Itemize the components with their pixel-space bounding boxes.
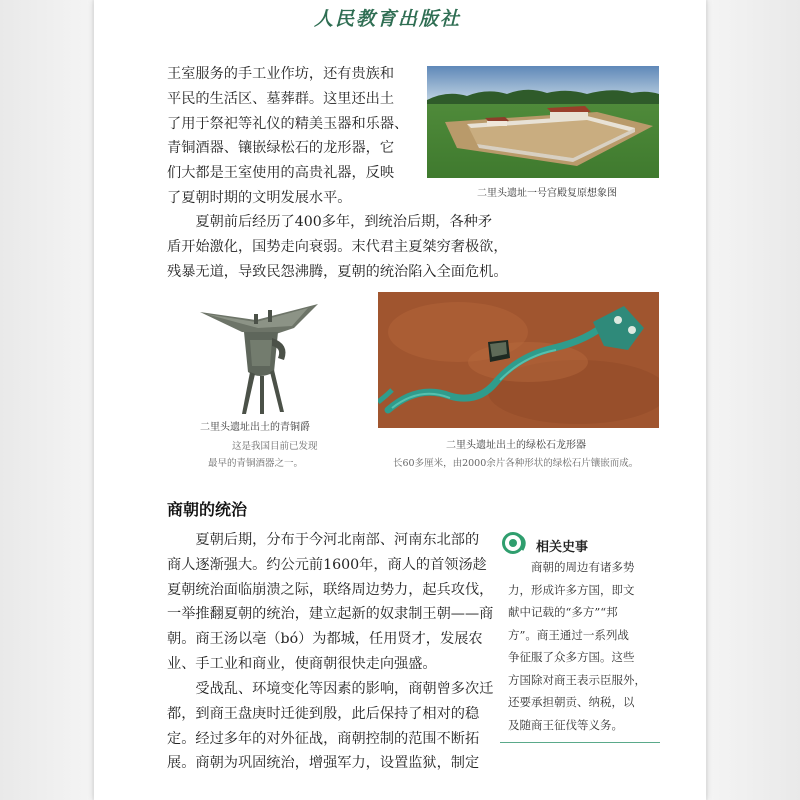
paragraph-erlitou	[167, 62, 419, 211]
text-line: 一举推翻夏朝的统治，建立起新的奴隶制王朝——商	[167, 606, 494, 623]
jue-caption: 二里头遗址出土的青铜爵	[200, 422, 310, 433]
text-line: 朝。商王汤以亳（bó）为都城，任用贤才，发展农	[167, 631, 483, 648]
paragraph-shang-rise	[167, 528, 495, 677]
text-line: 们大都是王室使用的高贵礼器，反映	[167, 165, 395, 182]
background-left	[0, 0, 92, 800]
text-line: 青铜酒器、镶嵌绿松石的龙形器，它	[167, 140, 395, 157]
text-line: 力，形成许多方国，即文	[508, 582, 635, 597]
text-line: 献中记载的“多方”“邦	[508, 605, 618, 619]
text-line: 及随商王征伐等义务。	[508, 717, 623, 732]
text-line: 受战乱、环境变化等因素的影响，商朝曾多次迁	[195, 681, 494, 697]
text-line: 还要承担朝贡、纳税，以	[508, 695, 635, 709]
text-line: 王室服务的手工业作坊，还有贵族和	[167, 66, 395, 82]
section-title-shang: 商朝的统治	[167, 500, 248, 519]
palace-caption: 二里头遗址一号宫殿复原想象图	[477, 188, 617, 199]
paragraph-xia-decline	[167, 210, 659, 284]
turquoise-dragon-image	[378, 292, 659, 428]
text-line: 方”。商王通过一系列战	[508, 627, 629, 642]
text-line: 了用于祭祀等礼仪的精美玉器和乐器、	[167, 115, 409, 132]
text-line: 商人逐渐强大。约公元前1600年，商人的首领汤趁	[167, 556, 487, 573]
text-line: 盾开始激化，国势走向衰弱。末代君主夏桀穷奢极欲，	[167, 238, 508, 255]
text-line: 了夏朝时期的文明发展水平。	[167, 189, 352, 206]
publisher-logo: 人民教育出版社	[314, 8, 462, 30]
text-line: 方国除对商王表示臣服外，	[508, 672, 646, 687]
background-right	[708, 0, 800, 800]
text-line: 定。经过多年的对外征战，商朝控制的范围不断拓	[167, 730, 480, 747]
text-line: 夏朝统治面临崩溃之际，联络周边势力，起兵攻伐，	[167, 581, 494, 598]
related-history-title: 相关史事	[536, 540, 589, 555]
palace-reconstruction-image	[427, 66, 659, 178]
text-line: 夏朝前后经历了400多年，到统治后期，各种矛	[195, 214, 493, 230]
paragraph-shang-capital	[167, 677, 495, 776]
bronze-jue-image	[198, 300, 322, 416]
jue-note-line: 这是我国目前已发现	[232, 441, 318, 452]
text-line: 业、手工业和商业，使商朝很快走向强盛。	[167, 655, 437, 672]
text-line: 残暴无道，导致民怨沸腾，夏朝的统治陷入全面危机。	[167, 263, 508, 280]
text-line: 争征服了众多方国。这些	[508, 650, 635, 664]
text-line: 夏朝后期，分布于今河北南部、河南东北部的	[195, 532, 480, 548]
dragon-caption: 二里头遗址出土的绿松石龙形器	[446, 440, 586, 451]
text-line: 商朝的周边有诸多势	[531, 560, 635, 574]
related-history-icon	[502, 532, 528, 554]
related-history-box	[500, 526, 660, 743]
text-line: 都，到商王盘庚时迁徙到殷，此后保持了相对的稳	[167, 705, 480, 722]
text-line: 平民的生活区、墓葬群。这里还出土	[167, 90, 395, 107]
related-history-text	[508, 556, 658, 736]
jue-note-line: 最早的青铜酒器之一。	[208, 458, 304, 469]
text-line: 展。商朝为巩固统治，增强军力，设置监狱，制定	[167, 755, 480, 772]
dragon-note: 长60多厘米，由2000余片各种形状的绿松石片镶嵌而成。	[393, 458, 639, 469]
